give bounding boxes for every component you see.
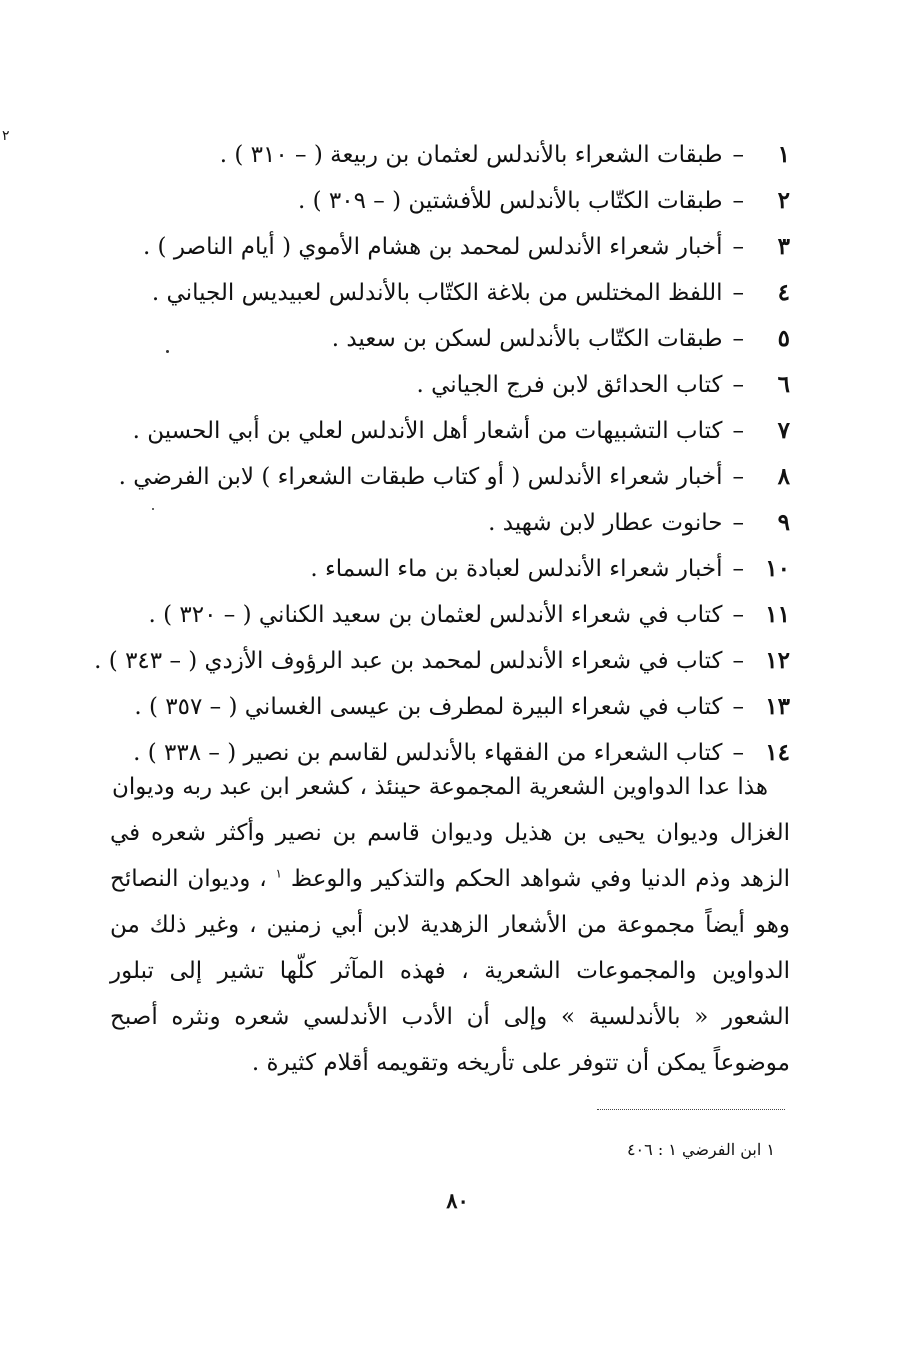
list-item-number: ١ (777, 141, 790, 168)
list-item (70, 178, 790, 224)
list-item-separator: – (732, 372, 744, 398)
page-number: ٨٠ (446, 1188, 469, 1213)
list-item-number: ٢ (777, 187, 790, 214)
paragraph-text-part-2: ، وديوان النصائح وهو أيضاً مجموعة من الأشعار الزهدية لابن أبي زمنين ، وغير ذلك من الدواوين والمجموعات الشعرية ، فهذه المآثر كلّها تشير إلى تبلور الشعور « بالأندلسية » وإلى أن الأدب الأندلسي شعره ونثره أصبح موضوعاً يمكن أن تتوفر على تأريخه وتقويمه أقلام كثيرة . (110, 866, 790, 1076)
list-item-text: حانوت عطار لابن شهيد . (488, 510, 723, 536)
list-item-number: ٥ (777, 325, 790, 352)
list-item (70, 270, 790, 316)
list-item (70, 592, 790, 638)
list-item-number: ٩ (777, 509, 790, 536)
list-item (70, 408, 790, 454)
list-item-text: كتاب في شعراء الأندلس لعثمان بن سعيد الكناني ( – ٣٢٠ ) . (148, 602, 723, 628)
list-item-number: ٦ (777, 371, 790, 398)
list-item-text: كتاب الشعراء من الفقهاء بالأندلس لقاسم بن نصير ( – ٣٣٨ ) . (133, 740, 723, 766)
list-item (70, 500, 790, 546)
list-item-text: كتاب التشبيهات من أشعار أهل الأندلس لعلي بن أبي الحسين . (132, 418, 723, 444)
list-item-separator: – (732, 280, 744, 306)
list-item-separator: – (732, 648, 744, 674)
list-item-number: ٧ (777, 417, 790, 444)
list-item (70, 684, 790, 730)
list-item-separator: – (732, 326, 744, 352)
list-item-separator: – (732, 740, 744, 766)
list-item-text: كتاب في شعراء البيرة لمطرف بن عيسى الغساني ( – ٣٥٧ ) . (134, 694, 723, 720)
footnote-separator (597, 1109, 785, 1110)
list-item (70, 454, 790, 500)
scan-speck (152, 508, 154, 510)
list-item-separator: – (732, 694, 744, 720)
body-paragraph (110, 764, 790, 1086)
list-item-number: ٤ (777, 279, 790, 306)
list-item-text: طبقات الكتّاب بالأندلس للأفشتين ( – ٣٠٩ ) . (297, 188, 723, 214)
list-item-number: ١٣ (765, 693, 790, 720)
list-item-text: اللفظ المختلس من بلاغة الكتّاب بالأندلس لعبيديس الجياني . (151, 280, 723, 306)
paragraph-text-part-1: الغزال وديوان يحيى بن هذيل وديوان قاسم بن نصير وأكثر شعره في الزهد وذم الدنيا وفي شواهد الحكم والتذكير والوعظ (110, 820, 791, 892)
footnote-marker: ١ (766, 1140, 775, 1159)
list-item-text: أخبار شعراء الأندلس ( أو كتاب طبقات الشعراء ) لابن الفرضي . (118, 464, 723, 490)
list-item-text: أخبار شعراء الأندلس لمحمد بن هشام الأموي ( أيام الناصر ) . (142, 234, 723, 260)
list-item (70, 132, 790, 178)
list-item (70, 316, 790, 362)
list-item-separator: – (732, 142, 744, 168)
list-item-number: ١٠ (765, 555, 790, 582)
footnote (627, 1138, 775, 1162)
list-item-text: أخبار شعراء الأندلس لعبادة بن ماء السماء . (310, 556, 723, 582)
list-item-number: ١٢ (765, 647, 790, 674)
list-item-text: طبقات الكتّاب بالأندلس لسكن بن سعيد . (331, 326, 723, 352)
list-item-number: ١١ (765, 601, 790, 628)
footnote-reference[interactable]: ١ (275, 866, 282, 881)
list-item-separator: – (732, 234, 744, 260)
list-item-separator: – (732, 602, 744, 628)
list-item-text: كتاب الحدائق لابن فرج الجياني . (416, 372, 723, 398)
list-item-separator: – (732, 188, 744, 214)
paragraph-first-line: هذا عدا الدواوين الشعرية المجموعة حينئذ ، كشعر ابن عبد ربه وديوان (112, 774, 768, 800)
list-item-separator: – (732, 418, 744, 444)
bibliography-list (70, 132, 790, 776)
list-item-separator: – (732, 510, 744, 536)
list-item-separator: – (732, 464, 744, 490)
list-item (70, 546, 790, 592)
list-item-separator: – (732, 556, 744, 582)
footnote-text: ابن الفرضي ١ : ٤٠٦ (626, 1140, 762, 1159)
list-item-number: ١٤ (765, 739, 790, 766)
list-item-text: كتاب في شعراء الأندلس لمحمد بن عبد الرؤوف الأزدي ( – ٣٤٣ ) . (94, 648, 723, 674)
list-item (70, 224, 790, 270)
list-item-text: طبقات الشعراء بالأندلس لعثمان بن ربيعة ( – ٣١٠ ) . (219, 142, 723, 168)
list-item-number: ٣ (777, 233, 790, 260)
list-item (70, 362, 790, 408)
scan-speck (166, 350, 169, 353)
margin-mark: ٢ (2, 128, 10, 144)
list-item (70, 638, 790, 684)
list-item-number: ٨ (777, 463, 790, 490)
